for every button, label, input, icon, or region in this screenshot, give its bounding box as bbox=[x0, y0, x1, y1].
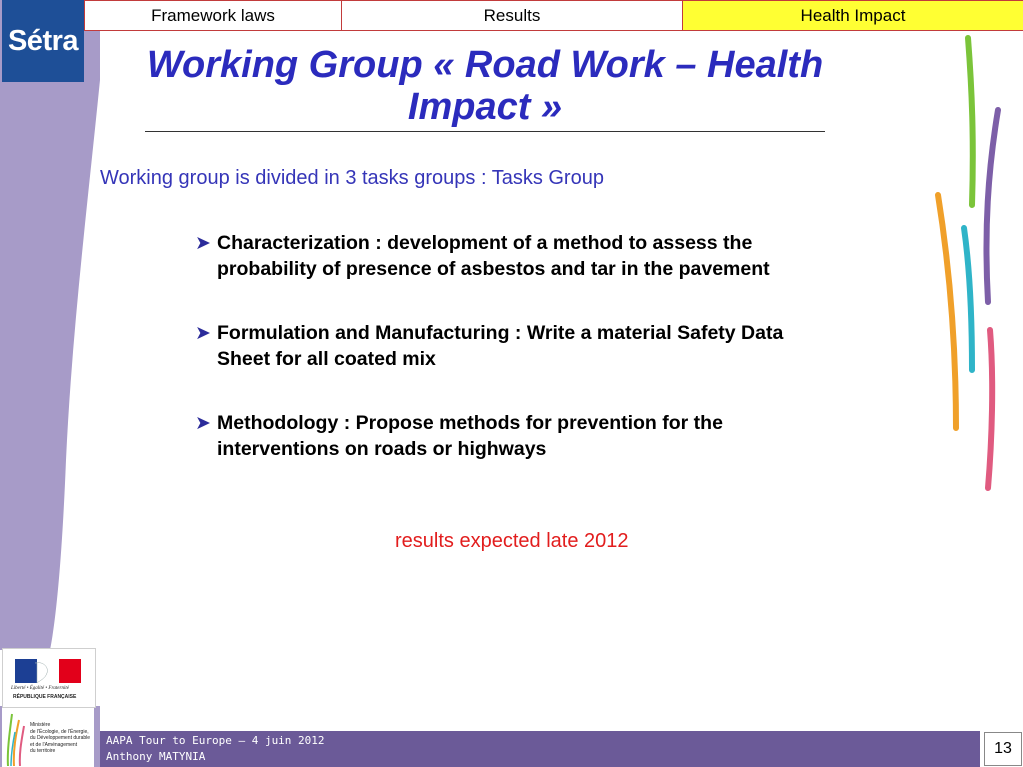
footer-bar bbox=[100, 731, 980, 767]
republique-motto: Liberté • Égalité • Fraternité bbox=[11, 686, 69, 691]
bullet-line: Characterization : development of a method to assess the bbox=[217, 232, 753, 254]
footer-event: AAPA Tour to Europe – 4 juin 2012 bbox=[106, 734, 325, 747]
french-flag-icon bbox=[15, 657, 83, 685]
ministere-text: Ministère de l'Écologie, de l'Énergie, du Développement durable et de l'Aménagement du territoire bbox=[30, 722, 91, 754]
setra-logo bbox=[2, 0, 84, 82]
bullet-arrow-icon: ➤ bbox=[195, 233, 211, 254]
bullet-line: interventions on roads or highways bbox=[217, 438, 547, 460]
tab-framework-laws[interactable]: Framework laws bbox=[84, 0, 342, 31]
decor-stroke-pink bbox=[988, 330, 992, 488]
section-nav bbox=[84, 0, 1023, 31]
republique-name: RÉPUBLIQUE FRANÇAISE bbox=[13, 694, 77, 700]
footer-author: Anthony MATYNIA bbox=[106, 750, 206, 763]
ministere-emblem-icon bbox=[4, 710, 28, 766]
title-divider bbox=[145, 131, 825, 132]
list-item bbox=[195, 320, 905, 372]
logo-text: Sétra bbox=[7, 24, 79, 57]
bullet-line: Methodology : Propose methods for prevention for the bbox=[217, 412, 723, 434]
slide-title-line1: Working Group « Road Work – Health bbox=[146, 44, 824, 86]
bullet-line: Sheet for all coated mix bbox=[217, 348, 436, 370]
slide-title bbox=[145, 44, 825, 128]
task-groups-list bbox=[195, 230, 905, 500]
republique-francaise-logo bbox=[2, 648, 96, 708]
ministere-logo bbox=[2, 708, 94, 767]
page-number bbox=[984, 732, 1022, 766]
decorative-strokes bbox=[930, 30, 1020, 500]
tab-results[interactable]: Results bbox=[341, 0, 683, 31]
list-item bbox=[195, 230, 905, 282]
footer-text bbox=[106, 733, 325, 765]
sidebar bbox=[0, 0, 100, 767]
slide-title-line2: Impact » bbox=[407, 86, 563, 128]
decor-stroke-orange bbox=[938, 195, 956, 428]
intro-text: Working group is divided in 3 tasks groups : Tasks Group bbox=[100, 167, 604, 189]
tab-health-impact[interactable]: Health Impact bbox=[682, 0, 1023, 31]
bullet-line: Formulation and Manufacturing : Write a material Safety Data bbox=[217, 322, 784, 344]
decor-stroke-green bbox=[968, 38, 973, 205]
bullet-arrow-icon: ➤ bbox=[195, 323, 211, 344]
list-item bbox=[195, 410, 905, 462]
bullet-line: probability of presence of asbestos and tar in the pavement bbox=[217, 258, 770, 280]
decor-stroke-purple bbox=[986, 110, 998, 302]
bullet-arrow-icon: ➤ bbox=[195, 413, 211, 434]
page-number-text: 13 bbox=[994, 740, 1012, 757]
decor-stroke-teal bbox=[964, 228, 972, 370]
results-expected-text: results expected late 2012 bbox=[395, 530, 629, 552]
